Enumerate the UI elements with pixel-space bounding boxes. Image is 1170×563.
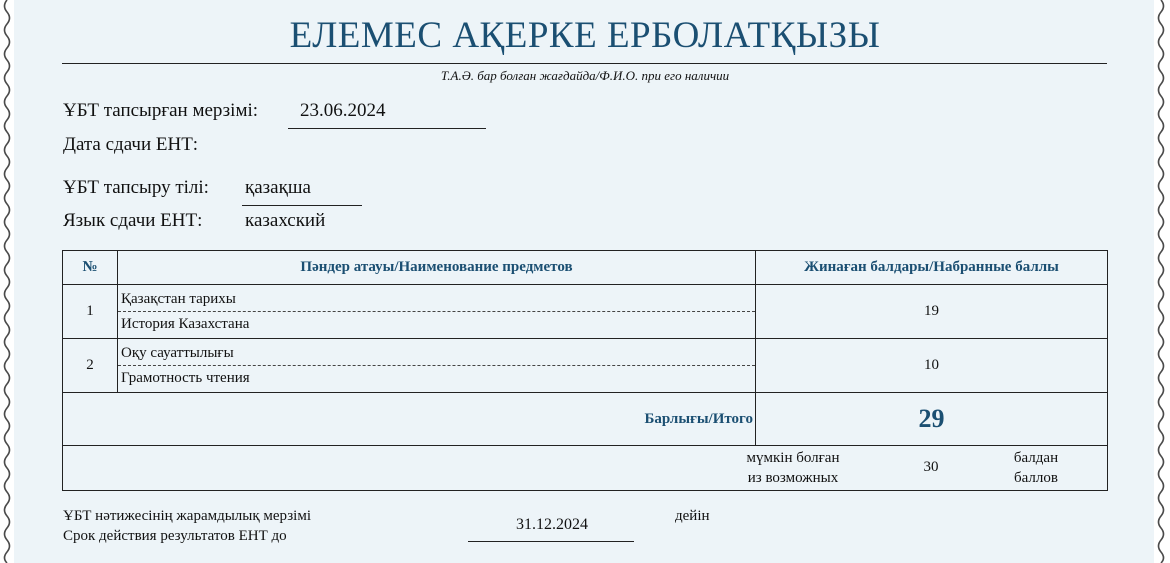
subject-name-ru: История Казахстана	[121, 316, 250, 332]
possible-row	[63, 446, 1108, 491]
exam-language-value-ru: казахский	[245, 210, 326, 231]
validity-label-ru: Срок действия результатов ЕНТ до	[63, 528, 287, 544]
ornamental-border-right	[1154, 0, 1168, 563]
validity-underline	[468, 541, 634, 542]
possible-unit-kz: балдан	[1013, 450, 1059, 466]
validity-date: 31.12.2024	[516, 516, 588, 533]
row-score: 10	[756, 339, 1108, 393]
scores-table	[62, 250, 1108, 491]
row-score: 19	[756, 285, 1108, 339]
header-number: №	[63, 251, 118, 285]
possible-cell	[63, 446, 1108, 491]
exam-language-underline	[242, 205, 362, 206]
student-full-name: ЕЛЕМЕС АҚЕРКЕ ЕРБОЛАТҚЫЗЫ	[289, 15, 881, 56]
table-header-row	[63, 251, 1108, 285]
name-underline	[62, 63, 1107, 64]
total-label: Барлығы/Итого	[63, 393, 756, 446]
exam-language-value-kz: қазақша	[245, 177, 311, 198]
validity-label-kz: ҰБТ нәтижесінің жарамдылық мерзімі	[63, 508, 311, 524]
subject-name-kz: Қазақстан тарихы	[118, 285, 755, 312]
row-subject	[118, 339, 756, 393]
exam-date-label-kz: ҰБТ тапсырған мерзімі:	[63, 100, 259, 121]
header-score: Жинаған балдары/Набранные баллы	[756, 251, 1108, 285]
total-value: 29	[756, 393, 1108, 446]
table-row	[63, 285, 1108, 339]
exam-date-underline	[288, 128, 486, 129]
exam-language-label-kz: ҰБТ тапсыру тілі:	[63, 177, 209, 198]
row-subject	[118, 285, 756, 339]
header-subject: Пәндер атауы/Наименование предметов	[118, 251, 756, 285]
exam-date-label-ru: Дата сдачи ЕНТ:	[63, 134, 199, 155]
row-number: 1	[63, 285, 118, 339]
subject-name-kz: Оқу сауаттылығы	[118, 339, 755, 366]
possible-label-kz: мүмкін болған	[746, 450, 840, 466]
possible-unit-ru: баллов	[1014, 470, 1058, 486]
possible-label-ru: из возможных	[747, 470, 839, 486]
name-caption: Т.А.Ә. бар болған жағдайда/Ф.И.О. при его наличии	[440, 68, 730, 83]
validity-suffix: дейін	[675, 508, 710, 524]
exam-date-value: 23.06.2024	[300, 100, 386, 121]
exam-language-label-ru: Язык сдачи ЕНТ:	[63, 210, 203, 231]
subject-name-ru: Грамотность чтения	[121, 370, 250, 386]
ornamental-border-left	[0, 0, 14, 563]
total-row	[63, 393, 1108, 446]
row-number: 2	[63, 339, 118, 393]
possible-value: 30	[923, 459, 939, 475]
table-row	[63, 339, 1108, 393]
